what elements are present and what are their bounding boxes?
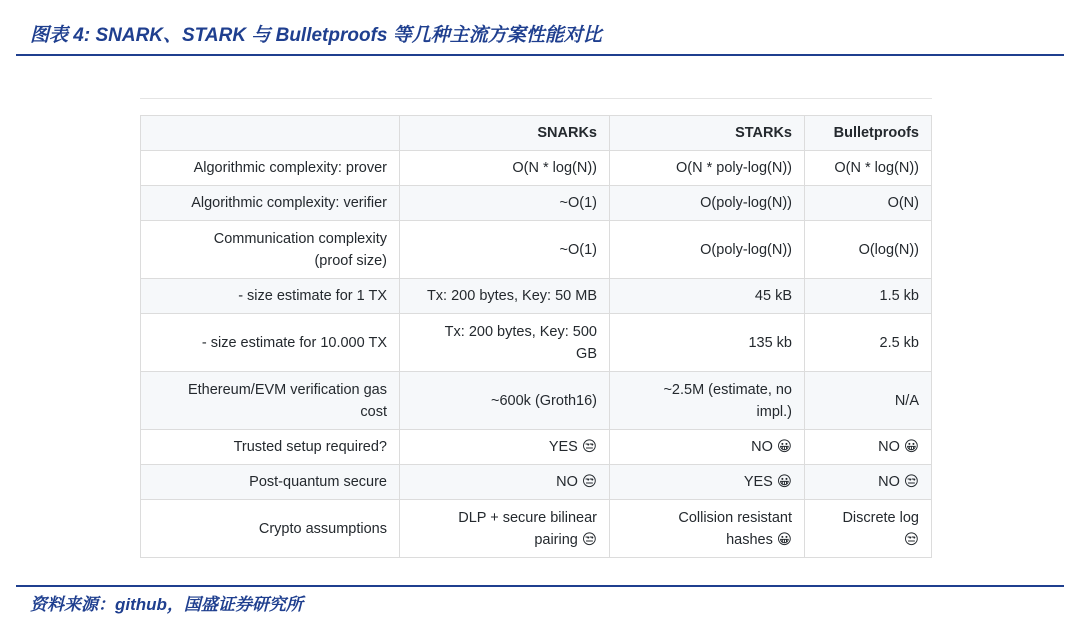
- cell-starks: [610, 186, 805, 221]
- figure-title: 图表 4: SNARK、STARK 与 Bulletproofs 等几种主流方案性能对比: [30, 25, 602, 46]
- source-note: 资料来源：github，国盛证券研究所: [30, 595, 303, 614]
- cell-starks: [610, 314, 805, 372]
- cell-bulletproofs: [805, 430, 932, 465]
- cell-bulletproofs: [805, 279, 932, 314]
- cell-bulletproofs: [805, 465, 932, 500]
- cell-bulletproofs-line: O(N * log(N)): [834, 160, 919, 176]
- cell-starks-line: 135 kb: [748, 334, 792, 351]
- title-divider: [16, 54, 1064, 56]
- cell-snarks: [400, 314, 610, 372]
- table-row: [141, 221, 932, 279]
- cell-snarks: [400, 186, 610, 221]
- cell-starks-line: O(poly-log(N)): [700, 195, 792, 211]
- cell-starks-line: O(poly-log(N)): [700, 241, 792, 258]
- table-row: [141, 372, 932, 430]
- header-bulletproofs: Bulletproofs: [805, 116, 932, 151]
- cell-bulletproofs: [805, 372, 932, 430]
- row-label: [141, 151, 400, 186]
- cell-bulletproofs-line: NO 😀: [878, 439, 919, 455]
- row-label: [141, 221, 400, 279]
- header-blank: [141, 116, 400, 151]
- row-label-line: (proof size): [314, 252, 387, 269]
- cell-starks-line: Collision resistant: [678, 509, 792, 526]
- row-label-line: Trusted setup required?: [233, 439, 387, 455]
- row-label-line: Communication complexity: [213, 230, 387, 247]
- comparison-table: [140, 115, 932, 558]
- cell-starks-line: NO 😀: [751, 439, 792, 455]
- cell-snarks: [400, 500, 610, 558]
- source-divider: [16, 585, 1064, 587]
- row-label: [141, 279, 400, 314]
- cell-starks: [610, 151, 805, 186]
- cell-bulletproofs-line: N/A: [894, 392, 919, 409]
- cell-snarks: [400, 465, 610, 500]
- cell-snarks: [400, 430, 610, 465]
- row-label-line: Ethereum/EVM verification gas: [187, 381, 387, 398]
- cell-bulletproofs-line: 😒: [903, 531, 919, 548]
- row-label-line: Algorithmic complexity: prover: [193, 160, 387, 176]
- cell-snarks-line: NO 😒: [556, 474, 597, 490]
- row-label-line: Post-quantum secure: [249, 474, 387, 490]
- cell-bulletproofs-line: O(N): [887, 195, 919, 211]
- cell-snarks-line: YES 😒: [548, 439, 597, 455]
- cell-bulletproofs-line: O(log(N)): [858, 241, 919, 258]
- row-label: [141, 430, 400, 465]
- cell-starks: [610, 372, 805, 430]
- cell-starks-line: 45 kB: [754, 288, 792, 304]
- table-row: [141, 186, 932, 221]
- cell-starks-line: hashes 😀: [726, 531, 792, 548]
- cell-snarks: [400, 151, 610, 186]
- cell-bulletproofs-line: NO 😒: [878, 474, 919, 490]
- cell-snarks-line: GB: [576, 345, 597, 362]
- row-label-line: - size estimate for 1 TX: [238, 288, 387, 304]
- cell-bulletproofs: [805, 500, 932, 558]
- cell-bulletproofs-line: Discrete log: [842, 509, 919, 526]
- cell-snarks-line: O(N * log(N)): [512, 160, 597, 176]
- cell-snarks-line: DLP + secure bilinear: [458, 509, 597, 526]
- table-row: [141, 151, 932, 186]
- cell-snarks-line: Tx: 200 bytes, Key: 50 MB: [426, 288, 597, 304]
- cell-bulletproofs-line: 1.5 kb: [879, 288, 919, 304]
- cell-starks-line: impl.): [756, 403, 792, 420]
- cell-snarks-line: ~O(1): [559, 241, 597, 258]
- table-row: [141, 314, 932, 372]
- cell-starks-line: YES 😀: [743, 474, 792, 490]
- row-label-line: cost: [360, 403, 387, 420]
- cell-snarks: [400, 372, 610, 430]
- cell-bulletproofs: [805, 221, 932, 279]
- cell-starks: [610, 221, 805, 279]
- table-row: [141, 500, 932, 558]
- table-row: [141, 465, 932, 500]
- cell-starks: [610, 500, 805, 558]
- cell-starks: [610, 430, 805, 465]
- cell-snarks: [400, 279, 610, 314]
- table-top-divider: [140, 98, 932, 99]
- row-label-line: Crypto assumptions: [258, 520, 387, 537]
- cell-starks-line: ~2.5M (estimate, no: [663, 381, 792, 398]
- cell-starks: [610, 279, 805, 314]
- row-label: [141, 186, 400, 221]
- cell-starks-line: O(N * poly-log(N)): [675, 160, 792, 176]
- table-row: [141, 430, 932, 465]
- row-label-line: - size estimate for 10.000 TX: [201, 334, 387, 351]
- cell-snarks-line: ~O(1): [559, 195, 597, 211]
- cell-bulletproofs: [805, 186, 932, 221]
- cell-snarks-line: pairing 😒: [534, 531, 597, 548]
- row-label: [141, 500, 400, 558]
- cell-snarks-line: Tx: 200 bytes, Key: 500: [444, 323, 597, 340]
- cell-bulletproofs: [805, 151, 932, 186]
- cell-bulletproofs-line: 2.5 kb: [879, 334, 919, 351]
- row-label: [141, 372, 400, 430]
- row-label-line: Algorithmic complexity: verifier: [191, 195, 387, 211]
- table-row: [141, 279, 932, 314]
- cell-starks: [610, 465, 805, 500]
- row-label: [141, 465, 400, 500]
- cell-snarks: [400, 221, 610, 279]
- cell-snarks-line: ~600k (Groth16): [491, 392, 597, 409]
- table-header-row: [141, 116, 932, 151]
- row-label: [141, 314, 400, 372]
- header-snarks: SNARKs: [400, 116, 610, 151]
- header-starks: STARKs: [610, 116, 805, 151]
- cell-bulletproofs: [805, 314, 932, 372]
